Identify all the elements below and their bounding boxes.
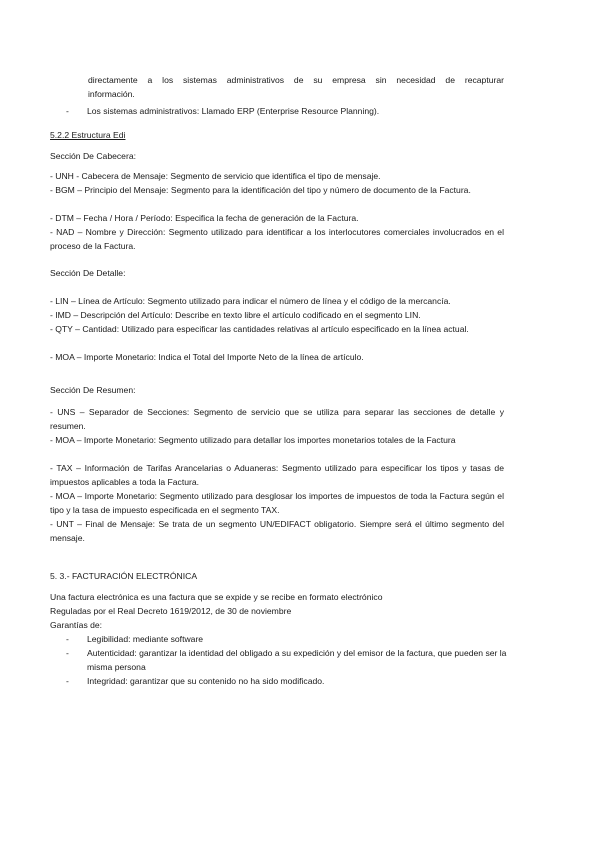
- cabecera-item: - NAD – Nombre y Dirección: Segmento utilizado para identificar a los interlocutores comerciales involucrados en el proceso de la Factura.: [50, 227, 504, 251]
- continuation-line-1: directamente a los sistemas administrativos de su empresa sin necesidad de recapturar: [88, 75, 504, 85]
- section-heading-5-3: 5. 3.- FACTURACIÓN ELECTRÓNICA: [50, 571, 198, 581]
- resumen-title: Sección De Resumen:: [50, 385, 136, 395]
- garantias-label: Garantías de:: [50, 620, 103, 630]
- resumen-item: - MOA – Importe Monetario: Segmento utilizado para detallar los importes monetarios totales de la Factura: [50, 435, 456, 445]
- detalle-title: Sección De Detalle:: [50, 268, 126, 278]
- garantia-item: Autenticidad: garantizar la identidad del obligado a su expedición y del emisor de la factura, que pueden ser la misma persona: [87, 648, 507, 672]
- resumen-item: - UNS – Separador de Secciones: Segmento de servicio que se utiliza para separar las secciones de detalle y resumen.: [50, 407, 504, 431]
- resumen-item: - TAX – Información de Tarifas Arancelarias o Aduaneras: Segmento utilizado para especificar los tipos y tasas de impuestos aplicables a toda la Factura.: [50, 463, 504, 487]
- continuation-line-2: información.: [88, 89, 135, 99]
- resumen-item: - MOA – Importe Monetario: Segmento utilizado para desglosar los importes de impuestos de toda la Factura según el tipo y la tasa de impuesto especificada en el segmento TAX.: [50, 491, 504, 515]
- factura-definition: Una factura electrónica es una factura que se expide y se recibe en formato electrónico: [50, 592, 383, 602]
- detalle-item: - MOA – Importe Monetario: Indica el Total del Importe Neto de la línea de artículo.: [50, 352, 364, 362]
- cabecera-item: - UNH - Cabecera de Mensaje: Segmento de servicio que identifica el tipo de mensaje.: [50, 171, 381, 181]
- erp-bullet: Los sistemas administrativos: Llamado ERP (Enterprise Resource Planning).: [87, 106, 380, 116]
- factura-regulation: Reguladas por el Real Decreto 1619/2012, de 30 de noviembre: [50, 606, 292, 616]
- garantia-item: Legibilidad: mediante software: [87, 634, 204, 644]
- bullet-dash: -: [66, 634, 69, 644]
- detalle-item: - LIN – Línea de Artículo: Segmento utilizado para indicar el número de línea y el código de la mercancía.: [50, 296, 451, 306]
- bullet-dash: -: [66, 676, 69, 686]
- resumen-item: - UNT – Final de Mensaje: Se trata de un segmento UN/EDIFACT obligatorio. Siempre será el último segmento del mensaje.: [50, 519, 504, 543]
- cabecera-title: Sección De Cabecera:: [50, 151, 136, 161]
- cabecera-item: - BGM – Principio del Mensaje: Segmento para la identificación del tipo y número de documento de la Factura.: [50, 185, 471, 195]
- section-heading-5-2-2: 5.2.2 Estructura Edi: [50, 130, 126, 140]
- detalle-item: - QTY – Cantidad: Utilizado para especificar las cantidades relativas al artículo especificado en la línea actual.: [50, 324, 469, 334]
- garantia-item: Integridad: garantizar que su contenido no ha sido modificado.: [87, 676, 325, 686]
- bullet-dash: -: [66, 648, 69, 658]
- bullet-dash: -: [66, 106, 69, 116]
- detalle-item: - IMD – Descripción del Artículo: Describe en texto libre el artículo codificado en el segmento LIN.: [50, 310, 421, 320]
- cabecera-item: - DTM – Fecha / Hora / Período: Especifica la fecha de generación de la Factura.: [50, 213, 359, 223]
